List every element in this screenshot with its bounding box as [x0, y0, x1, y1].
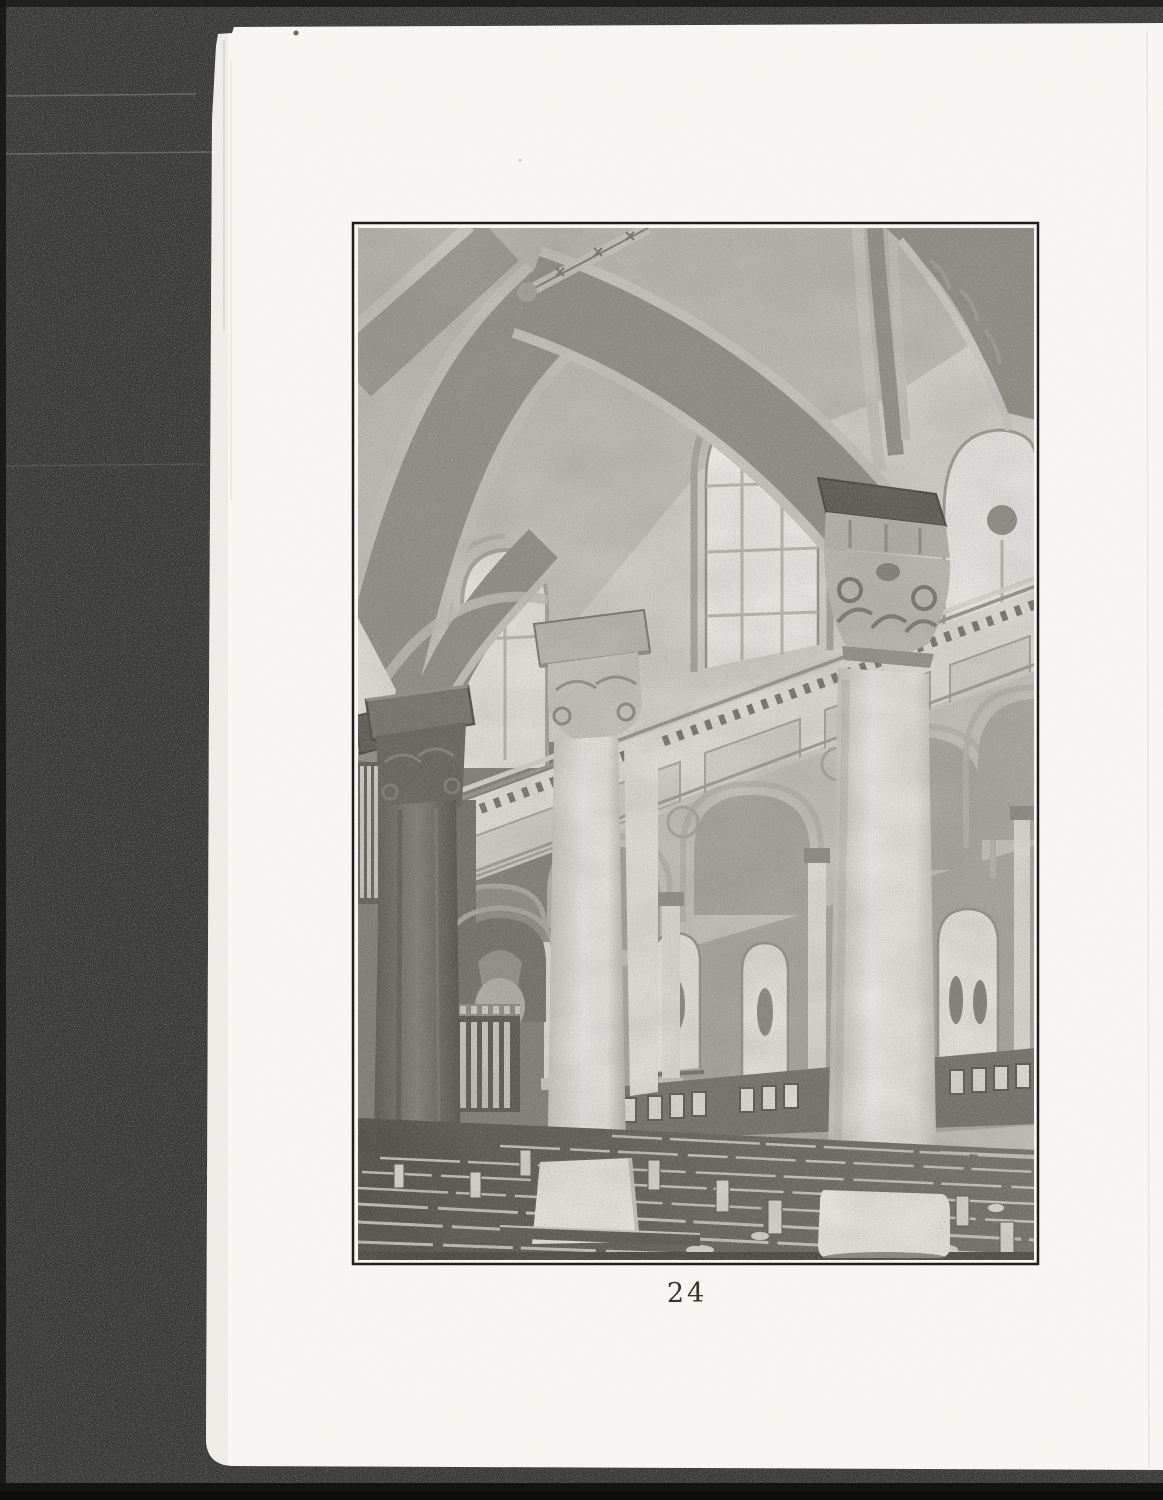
photo-grain — [358, 228, 1034, 1260]
scan-bottom-edge — [0, 1491, 1163, 1500]
page-number: 24 — [666, 1278, 708, 1309]
church-nave-photograph — [352, 226, 1036, 1264]
vaulted-ceiling — [352, 226, 1036, 1264]
